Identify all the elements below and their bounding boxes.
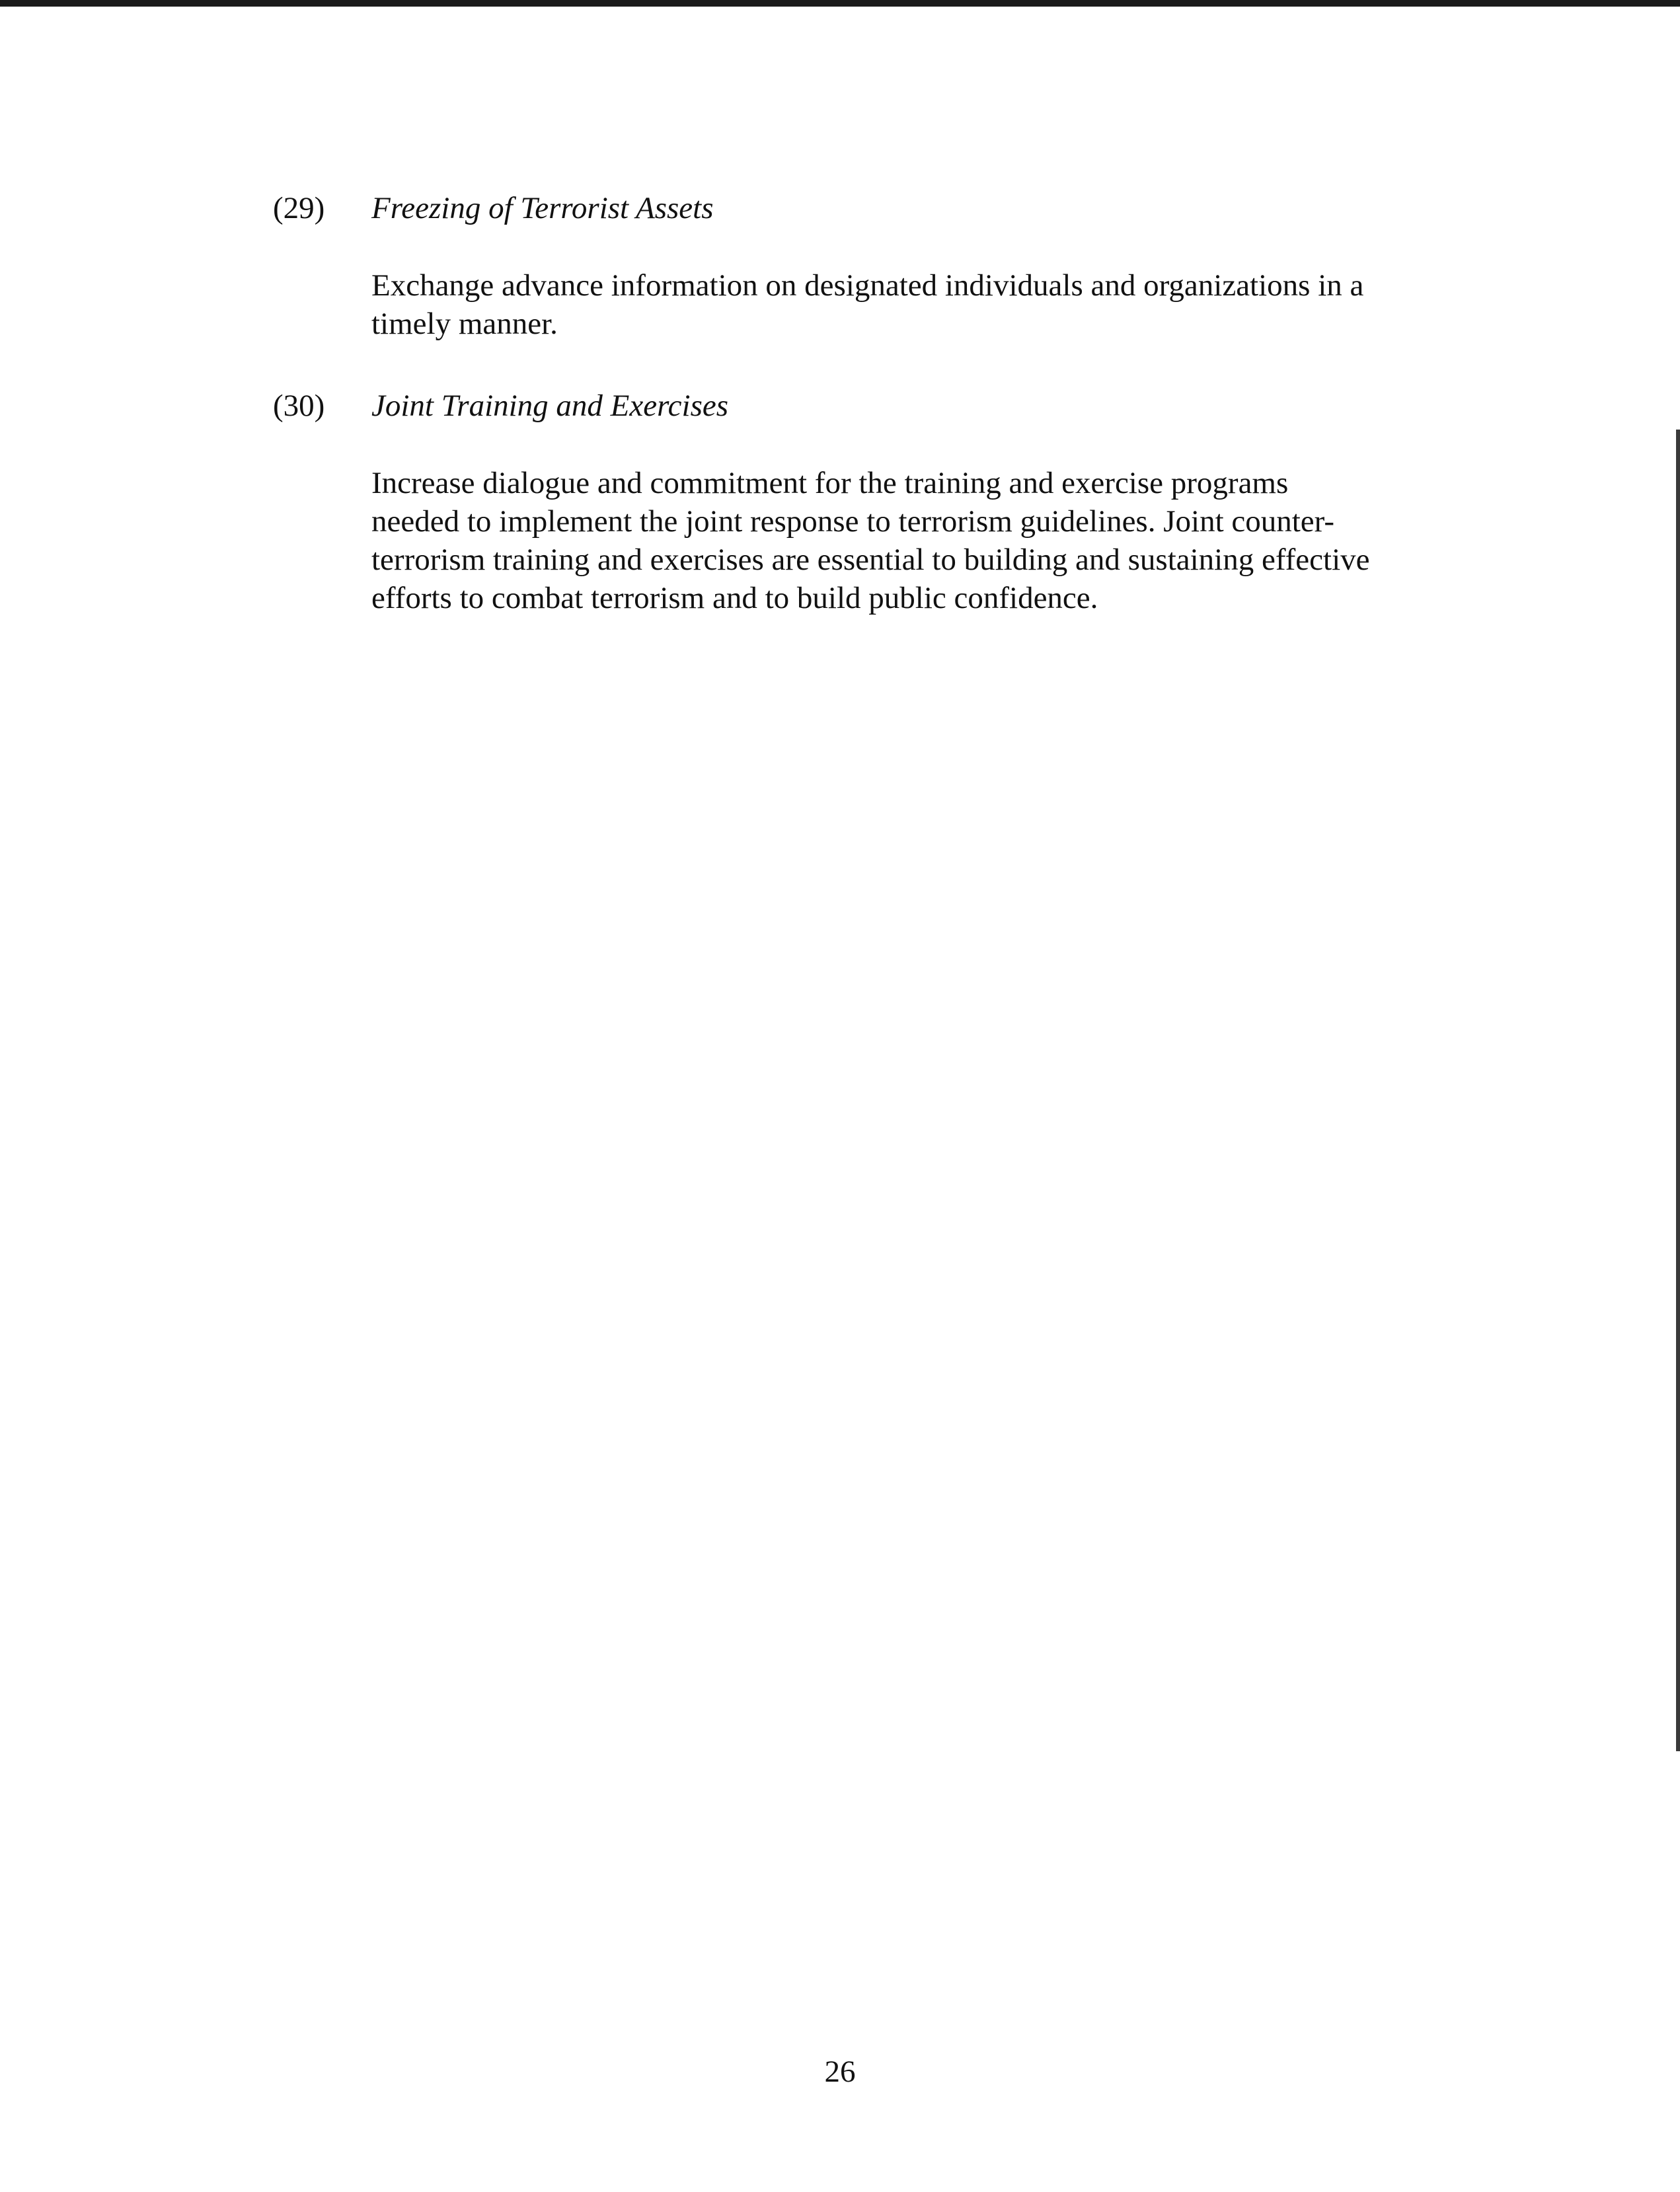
section-29	[0, 188, 1680, 341]
section-title: Freezing of Terrorist Assets	[371, 191, 714, 225]
section-heading	[0, 188, 1680, 235]
section-body	[371, 464, 1376, 617]
section-30	[0, 386, 1680, 615]
section-number: (30)	[273, 389, 325, 423]
page-number: 26	[824, 2055, 856, 2089]
section-body	[371, 266, 1376, 343]
section-paragraph: Increase dialogue and commitment for the training and exercise programs needed to implement the joint response to terrorism guidelines. Joint counter-terrorism training and exercises are essential to building and sustaining effective efforts to combat terrorism and to build public confidence.	[371, 466, 1370, 615]
section-number: (29)	[273, 191, 325, 225]
section-title: Joint Training and Exercises	[371, 389, 729, 423]
section-paragraph: Exchange advance information on designated individuals and organizations in a timely manner.	[371, 268, 1364, 341]
section-heading	[0, 386, 1680, 432]
